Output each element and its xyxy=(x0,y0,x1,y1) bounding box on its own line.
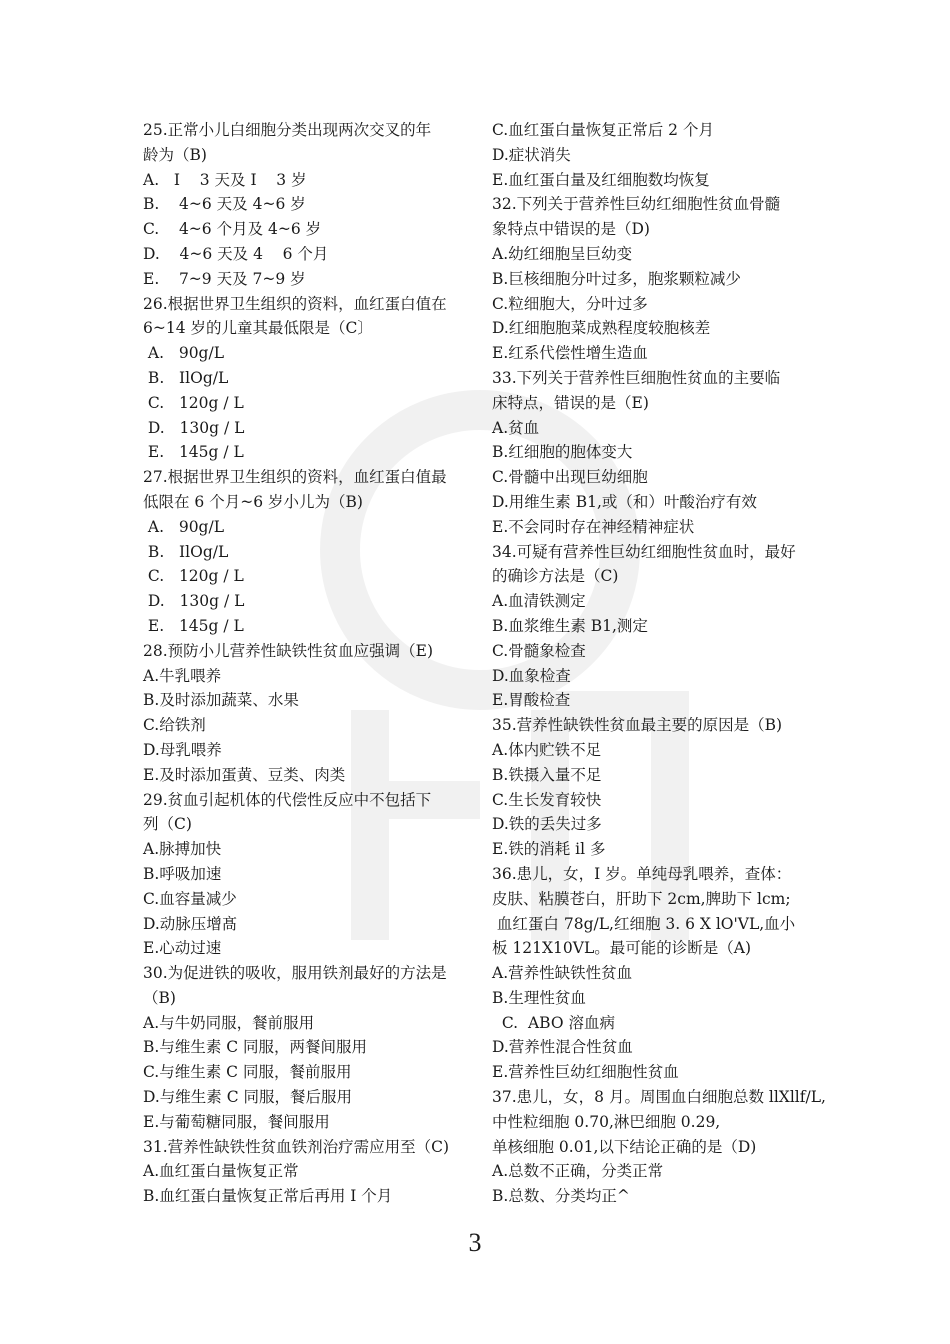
text-line: C.给铁剂 xyxy=(143,716,206,735)
text-line: E.营养性巨幼红细胞性贫血 xyxy=(492,1063,679,1082)
text-line: A. I 3 天及 I 3 岁 xyxy=(143,170,307,189)
text-line: 板 121X10VL。最可能的诊断是（A) xyxy=(492,939,751,958)
text-line: B.铁摄入量不足 xyxy=(492,765,602,784)
text-line: B. IlOg/L xyxy=(143,368,229,387)
text-line: D.母乳喂养 xyxy=(143,740,222,759)
text-line: A.血清铁测定 xyxy=(492,592,586,611)
text-line: 28.预防小儿营养性缺铁性贫血应强调（E) xyxy=(143,641,434,660)
text-line: C. 120g / L xyxy=(143,393,244,412)
text-line: 25.正常小儿白细胞分类出现两次交叉的年 xyxy=(143,121,432,139)
text-line: B.红细胞的胞体变大 xyxy=(492,443,633,462)
text-line: B. 4~6 天及 4~6 岁 xyxy=(143,195,306,214)
text-line: C.与维生素 C 同服，餐前服用 xyxy=(143,1063,352,1082)
text-line: C. ABO 溶血病 xyxy=(492,1013,615,1032)
text-line: 中性粒细胞 0.70,淋巴细胞 0.29, xyxy=(492,1112,721,1131)
text-line: A. 90g/L xyxy=(143,344,224,363)
text-line: A.体内贮铁不足 xyxy=(492,740,602,759)
text-line: D. 130g / L xyxy=(143,418,245,437)
text-line: 34.可疑有营养性巨幼红细胞性贫血时，最好 xyxy=(492,542,796,561)
text-line: A.幼红细胞呈巨幼变 xyxy=(492,244,633,263)
text-line: B.血浆维生素 B1,测定 xyxy=(492,616,648,635)
text-line: E.铁的消耗 il 多 xyxy=(492,840,606,859)
text-line: （B) xyxy=(143,988,176,1007)
text-line: E. 7~9 天及 7~9 岁 xyxy=(143,269,306,288)
text-line: A.总数不正确，分类正常 xyxy=(492,1162,664,1181)
text-line: 35.营养性缺铁性贫血最主要的原因是（B) xyxy=(492,716,783,735)
text-line: 龄为（B) xyxy=(143,145,207,164)
text-line: E.不会同时存在神经精神症状 xyxy=(492,517,695,536)
text-line: D.动脉压增髙 xyxy=(143,914,238,933)
text-line: D.用维生素 B1,或（和）叶酸治疗有效 xyxy=(492,492,757,511)
text-line: 26.根据世界卫生组织的资料，血红蛋白值在 xyxy=(143,294,447,313)
text-line: A.营养性缺铁性贫血 xyxy=(492,964,633,983)
text-line: E.与葡萄糖同服，餐间服用 xyxy=(143,1112,330,1131)
text-line: C.骨髓象检查 xyxy=(492,641,586,660)
text-line: C.粒细胞大，分叶过多 xyxy=(492,294,648,313)
text-line: B.生理性贫血 xyxy=(492,988,586,1007)
text-line: C. 4~6 个月及 4~6 岁 xyxy=(143,220,322,239)
text-line: A.脉搏加快 xyxy=(143,840,222,859)
text-line: B. IlOg/L xyxy=(143,542,229,561)
text-line: E.血红蛋白量及红细胞数均恢复 xyxy=(492,170,710,189)
text-line: 的确诊方法是（C) xyxy=(492,567,619,586)
text-line: D.红细胞胞菜成熟程度较胞核差 xyxy=(492,319,711,338)
text-line: A.牛乳喂养 xyxy=(143,666,222,685)
text-line: A.与牛奶同服，餐前服用 xyxy=(143,1013,315,1032)
right-column xyxy=(492,118,826,1209)
text-line: 30.为促进铁的吸收，服用铁剂最好的方法是 xyxy=(143,964,447,983)
left-column xyxy=(143,118,468,1209)
text-line: D.与维生素 C 同服，餐后服用 xyxy=(143,1088,353,1107)
text-line: 皮肤、粘膜苍白，肝助下 2cm,脾助下 lcm; xyxy=(492,889,791,908)
text-line: B.与维生素 C 同服，两餐间服用 xyxy=(143,1038,368,1057)
text-line: D. 130g / L xyxy=(143,592,245,611)
text-line: D.血象检查 xyxy=(492,666,571,685)
text-line: 37.患儿，女，8 月。周围血白细胞总数 llXllf/L, xyxy=(492,1088,826,1107)
text-line: B.及时添加蔬菜、水果 xyxy=(143,691,299,710)
text-line: 血红蛋白 78g/L,红细胞 3. 6 X lO'VL,血小 xyxy=(492,914,796,933)
text-line: A. 90g/L xyxy=(143,517,224,536)
text-line: E. 145g / L xyxy=(143,616,244,635)
text-line: 33.下列关于营养性巨细胞性贫血的主要临 xyxy=(492,368,781,387)
text-line: C.血容量减少 xyxy=(143,889,237,908)
text-line: 36.患儿，女，I 岁。单纯母乳喂养，查体： xyxy=(492,864,792,883)
text-line: D.营养性混合性贫血 xyxy=(492,1038,633,1057)
text-line: C.生长发育较快 xyxy=(492,790,602,809)
text-line: 列（C) xyxy=(143,815,192,834)
text-line: D.铁的丢失过多 xyxy=(492,815,602,834)
text-line: 31.营养性缺铁性贫血铁剂治疗需应用至（C) xyxy=(143,1137,450,1156)
text-line: E.心动过速 xyxy=(143,939,222,958)
page-number: 3 xyxy=(468,1228,482,1257)
text-line: B.总数、分类均正^ xyxy=(492,1187,630,1206)
text-line: B.血红蛋白量恢复正常后再用 I 个月 xyxy=(143,1187,393,1206)
text-line: 32.下列关于营养性巨幼红细胞性贫血骨髓 xyxy=(492,195,781,214)
text-line: B.巨核细胞分叶过多，胞浆颗粒减少 xyxy=(492,269,741,288)
text-line: E. 145g / L xyxy=(143,443,244,462)
text-line: 低限在 6 个月~6 岁小儿为（B) xyxy=(143,492,363,511)
text-line: 6~14 岁的儿童其最低限是（C〕 xyxy=(143,319,373,338)
text-line: 单核细胞 0.01,以下结论正确的是（D) xyxy=(492,1137,757,1156)
text-line: C.血红蛋白量恢复正常后 2 个月 xyxy=(492,121,714,139)
text-line: B.呼吸加速 xyxy=(143,864,222,883)
text-line: E.红系代偿性增生造血 xyxy=(492,344,648,363)
text-line: C. 120g / L xyxy=(143,567,244,586)
text-line: E.胃酸检查 xyxy=(492,691,571,710)
text-line: C.骨髓中出现巨幼细胞 xyxy=(492,468,648,487)
text-line: 床特点，错误的是（E) xyxy=(492,393,649,412)
text-line: 27.根据世界卫生组织的资料，血红蛋白值最 xyxy=(143,468,447,487)
text-line: 29.贫血引起机体的代偿性反应中不包括下 xyxy=(143,790,432,809)
text-line: D.症状消失 xyxy=(492,145,571,164)
text-line: 象特点中错误的是（D) xyxy=(492,220,650,239)
text-line: E.及时添加蛋黄、豆类、肉类 xyxy=(143,765,346,784)
text-line: A.血红蛋白量恢复正常 xyxy=(143,1162,299,1181)
text-line: A.贫血 xyxy=(492,418,540,437)
text-line: D. 4~6 天及 4 6 个月 xyxy=(143,244,329,263)
